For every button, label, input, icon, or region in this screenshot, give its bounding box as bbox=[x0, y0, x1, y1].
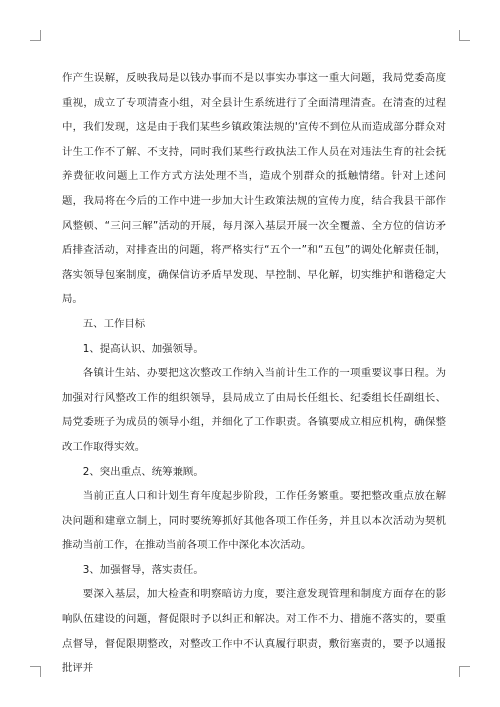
document-page bbox=[62, 66, 446, 681]
subheading-1: 1、提高认识、加强领导。 bbox=[82, 342, 204, 355]
crop-mark-bottom-left bbox=[30, 666, 41, 677]
crop-mark-top-left bbox=[30, 30, 41, 41]
paragraph-continuation: 作产生误解，反映我局是以钱办事而不是以事实办事这一重大问题，我局党委高度重视，成立了专项清查小组，对全县计生系统进行了全面清理清查。在清查的过程中，我们发现，这是由于我们某些乡镇政策法规的'宣传不到位从而造成部分群众对计生工作不了解、不支持，同时我们某些行政执法工作人员在对违法生育的社会抚养费征收问题上工作方式方法处理不当，造成个别群众的抵触情绪。针对上述问题，我局将在今后的工作中进一步加大计生政策法规的宣传力度，结合我县干部作风整顿、“三问三解”活动的开展，每月深入基层开展一次全覆盖、全方位的信访矛盾排查活动，对排查出的问题，将严格实行“五个一”和“五包”的调处化解责任制，落实领导包案制度，确保信访矛盾早发现、早控制、早化解，切实维护和谐稳定大局。 bbox=[62, 72, 446, 306]
crop-mark-bottom-right bbox=[459, 666, 470, 677]
paragraph-3: 要深入基层，加大检查和明察暗访力度，要注意发现管理和制度方面存在的影响队伍建设的问题，督促限时予以纠正和解决。对工作不力、措施不落实的，要重点督导，督促限期整改，对整改工作中不认真履行职责，敷衍塞责的，要予以通报批评并 bbox=[62, 588, 446, 675]
subheading-2: 2、突出重点、统筹兼顾。 bbox=[82, 465, 204, 478]
section-heading-work-goals: 五、工作目标 bbox=[82, 317, 146, 330]
subheading-3: 3、加强督导，落实责任。 bbox=[82, 563, 204, 576]
crop-mark-top-right bbox=[459, 30, 470, 41]
paragraph-2: 当前正直人口和计划生育年度起步阶段，工作任务繁重。要把整改重点放在解决问题和建章立制上，同时要统筹抓好其他各项工作任务，并且以本次活动为契机推动当前工作，在推动当前各项工作中深化本次活动。 bbox=[62, 490, 446, 552]
paragraph-1: 各镇计生站、办要把这次整改工作纳入当前计生工作的一项重要议事日程。为加强对行风整改工作的组织领导，县局成立了由局长任组长、纪委组长任副组长、局党委班子为成员的领导小组，并细化了工作职责。各镇要成立相应机构，确保整改工作取得实效。 bbox=[62, 367, 446, 453]
